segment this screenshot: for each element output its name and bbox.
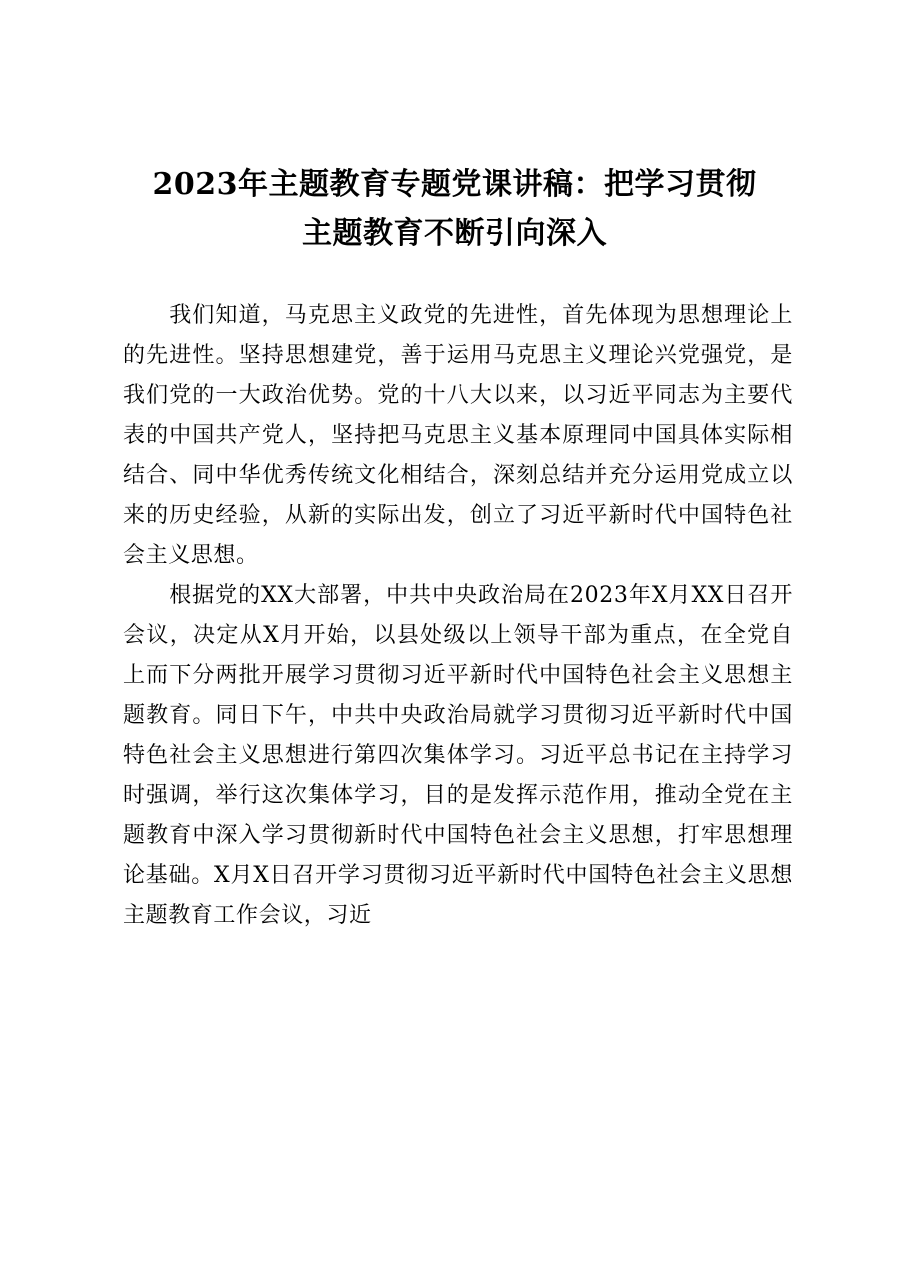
- document-body: [123, 296, 793, 936]
- paragraph-2: 根据党的XX大部署，中共中央政治局在2023年X月XX日召开会议，决定从X月开始，以县处级以上领导干部为重点，在全党自上而下分两批开展学习贯彻习近平新时代中国特色社会主义思想主题教育。同日下午，中共中央政治局就学习贯彻习近平新时代中国特色社会主义思想进行第四次集体学习。习近平总书记在主持学习时强调，举行这次集体学习，目的是发挥示范作用，推动全党在主题教育中深入学习贯彻新时代中国特色社会主义思想，打牢思想理论基础。X月X日召开学习贯彻习近平新时代中国特色社会主义思想主题教育工作会议，习近: [123, 583, 793, 928]
- document-title: [90, 160, 819, 258]
- title-line-2: 主题教育不断引向深入: [302, 216, 607, 251]
- paragraph-1: 我们知道，马克思主义政党的先进性，首先体现为思想理论上的先进性。坚持思想建党，善于运用马克思主义理论兴党强党，是我们党的一大政治优势。党的十八大以来，以习近平同志为主要代表的中国共产党人，坚持把马克思主义基本原理同中国具体实际相结合、同中华优秀传统文化相结合，深刻总结并充分运用党成立以来的历史经验，从新的实际出发，创立了习近平新时代中国特色社会主义思想。: [123, 303, 793, 568]
- title-line-1: 2023年主题教育专题党课讲稿：把学习贯彻: [152, 167, 757, 202]
